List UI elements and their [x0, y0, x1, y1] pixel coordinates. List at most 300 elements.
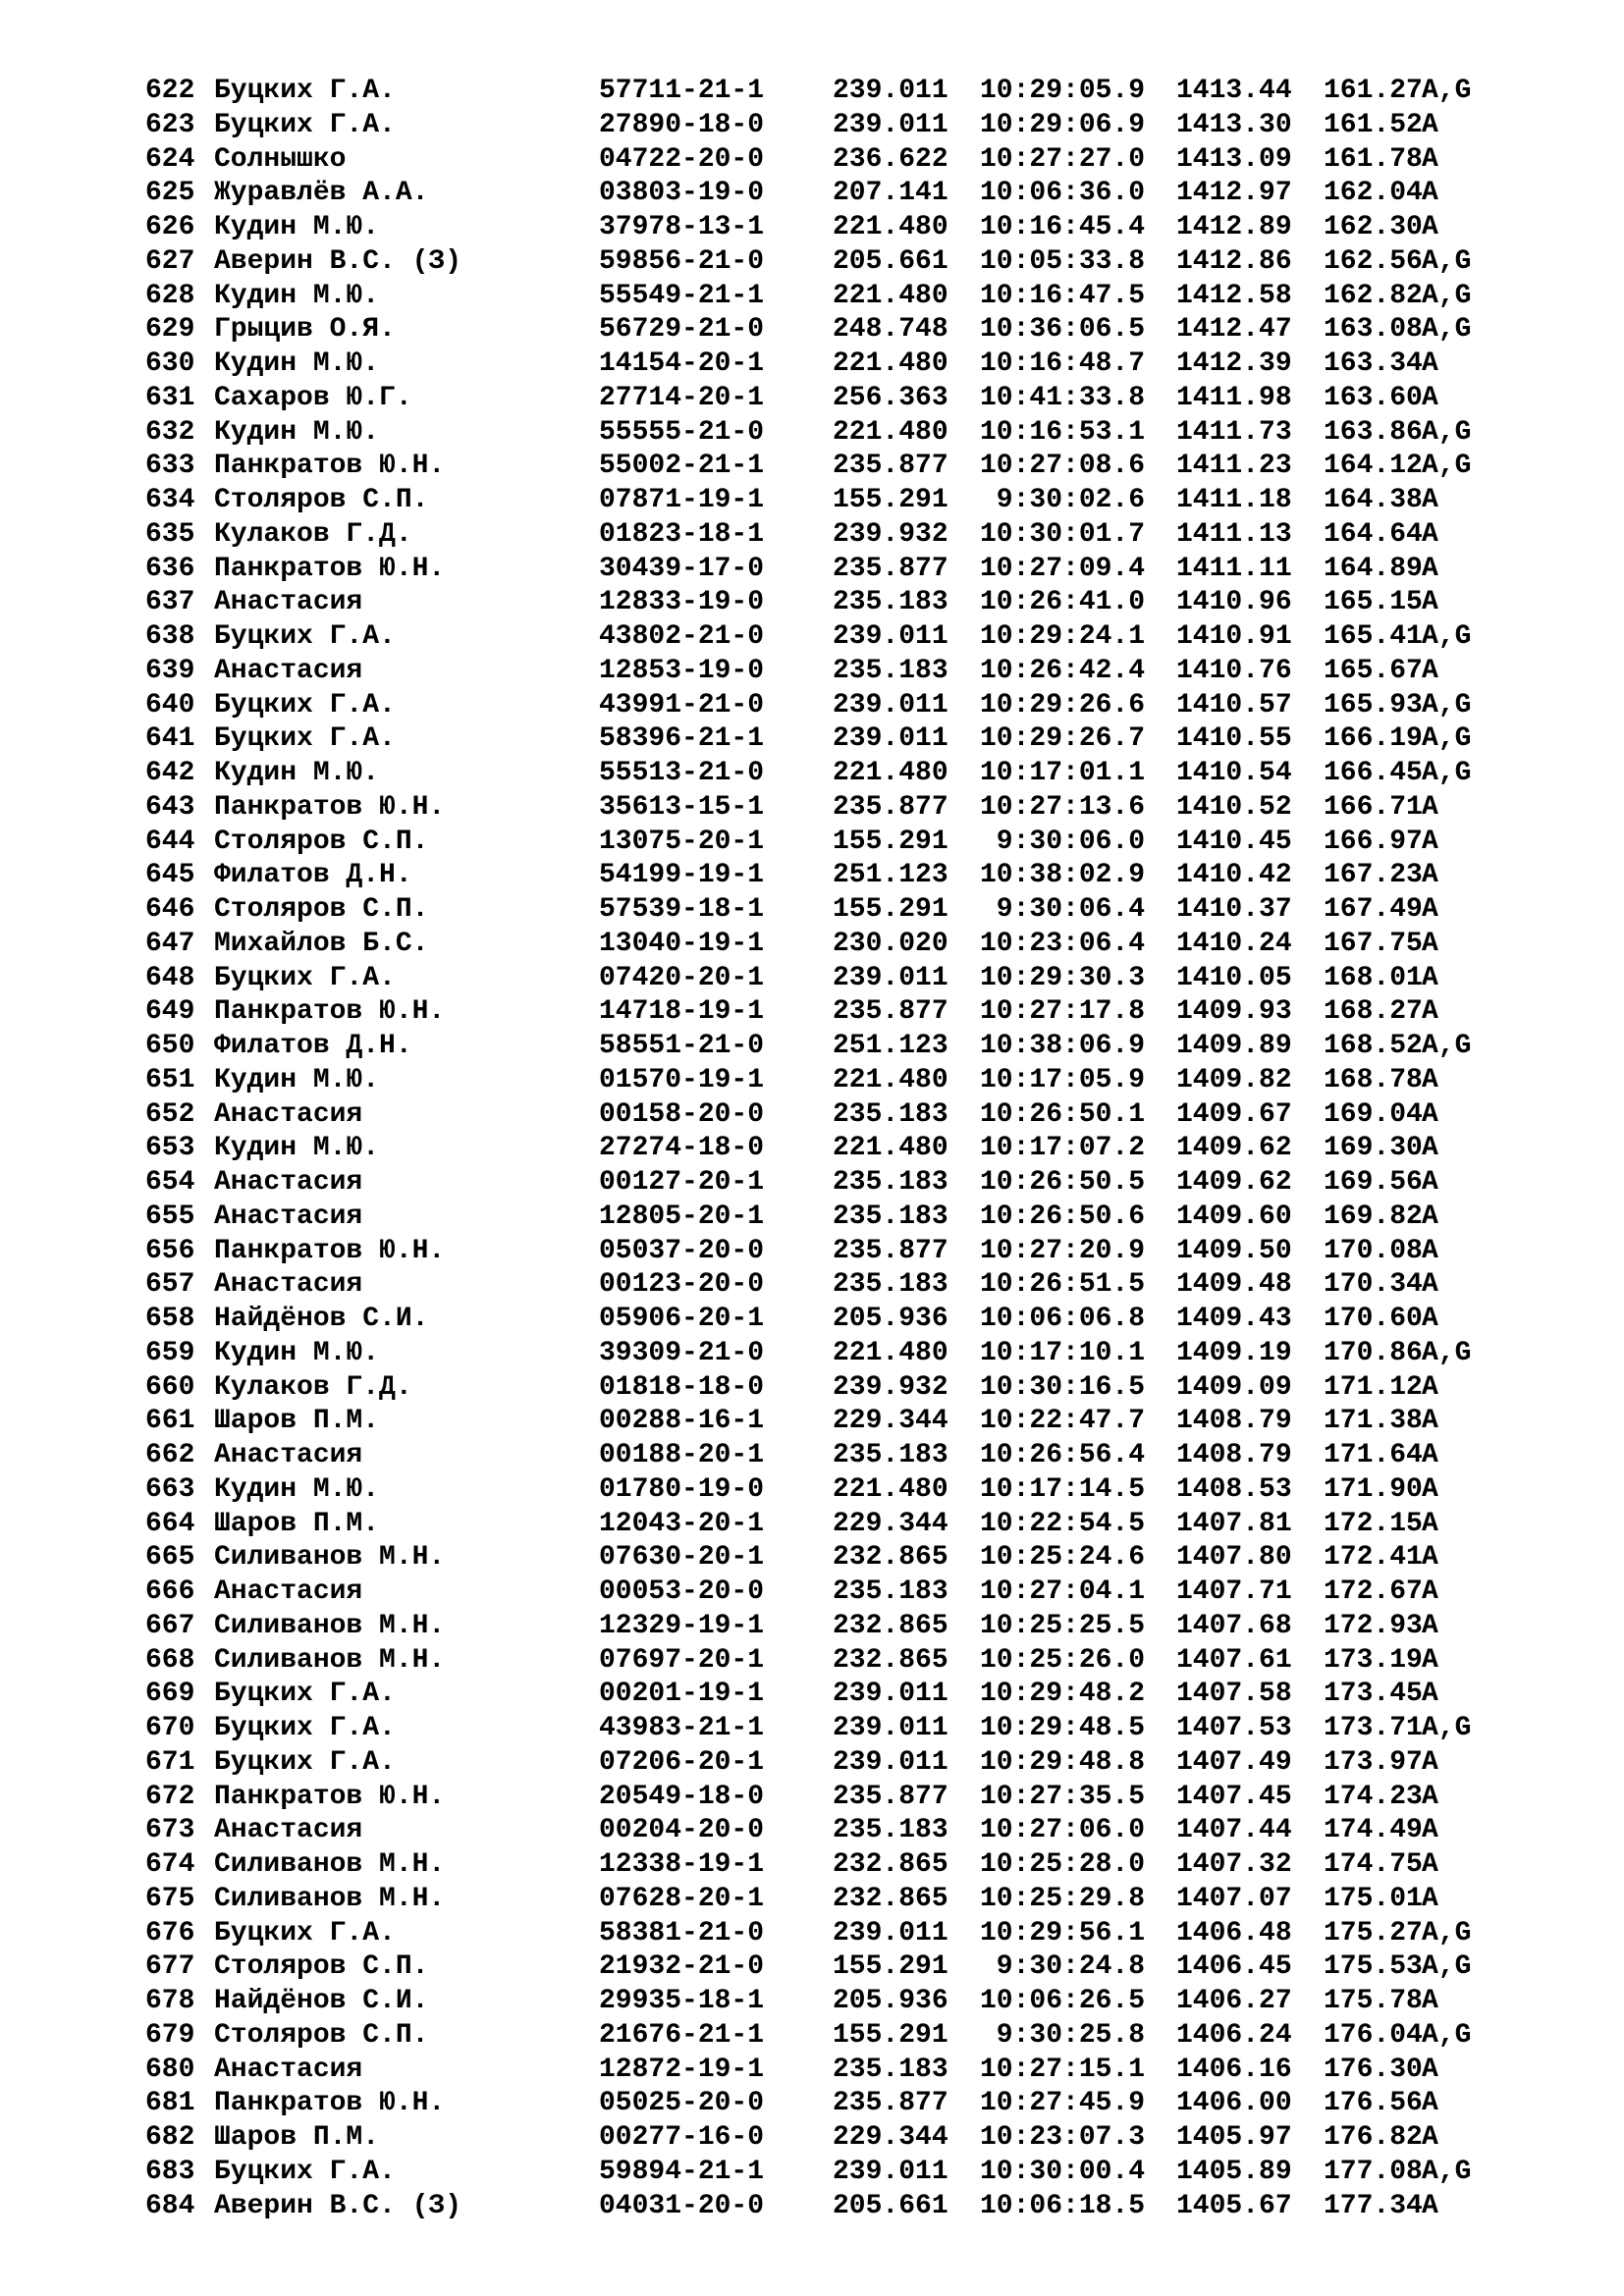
- cell-a: 235.183: [833, 2054, 948, 2085]
- cell-name: Кудин М.Ю.: [214, 1064, 380, 1095]
- cell-e: A: [1422, 1440, 1438, 1470]
- cell-c: 1413.44: [1176, 76, 1292, 106]
- cell-b: 10:27:20.9: [980, 1235, 1146, 1266]
- cell-e: A: [1422, 1986, 1438, 2016]
- table-row: [145, 450, 1559, 484]
- cell-b: 9:30:06.4: [980, 894, 1146, 925]
- cell-e: A: [1422, 1167, 1438, 1198]
- cell-name: Столяров С.П.: [214, 485, 429, 515]
- cell-c: 1413.30: [1176, 109, 1292, 140]
- cell-code: 13075-20-1: [599, 826, 765, 857]
- cell-a: 239.011: [833, 1917, 948, 1949]
- table-row: [145, 2019, 1559, 2054]
- cell-code: 55513-21-0: [599, 758, 765, 788]
- table-row: [145, 553, 1559, 587]
- cell-num: 663: [145, 1473, 195, 1505]
- cell-a: 236.622: [833, 143, 948, 175]
- cell-num: 626: [145, 212, 195, 242]
- cell-code: 07697-20-1: [599, 1644, 765, 1676]
- cell-e: A,G: [1422, 451, 1472, 482]
- cell-code: 00288-16-1: [599, 1406, 765, 1437]
- table-row: [145, 177, 1559, 211]
- cell-name: Буцких Г.А.: [214, 1917, 396, 1949]
- table-row: [145, 484, 1559, 518]
- cell-name: Шаров П.М.: [214, 2122, 380, 2153]
- cell-num: 627: [145, 245, 195, 277]
- cell-d: 164.12: [1324, 451, 1423, 482]
- cell-a: 230.020: [833, 928, 948, 959]
- cell-num: 672: [145, 1781, 195, 1812]
- cell-e: A: [1422, 1576, 1438, 1607]
- cell-a: 232.865: [833, 1610, 948, 1641]
- cell-name: Кулаков Г.Д.: [214, 518, 412, 550]
- cell-d: 173.19: [1324, 1644, 1423, 1676]
- cell-code: 00204-20-0: [599, 1815, 765, 1846]
- cell-code: 58381-21-0: [599, 1917, 765, 1949]
- cell-e: A: [1422, 1098, 1438, 1130]
- table-row: [145, 859, 1559, 893]
- cell-d: 173.71: [1324, 1713, 1423, 1743]
- cell-e: A,G: [1422, 1917, 1472, 1949]
- cell-a: 221.480: [833, 1133, 948, 1164]
- cell-c: 1412.97: [1176, 178, 1292, 209]
- cell-name: Столяров С.П.: [214, 894, 429, 925]
- cell-b: 10:27:04.1: [980, 1576, 1146, 1607]
- cell-a: 235.183: [833, 1815, 948, 1846]
- cell-c: 1407.61: [1176, 1644, 1292, 1676]
- cell-b: 10:27:06.0: [980, 1815, 1146, 1846]
- cell-a: 229.344: [833, 1508, 948, 1539]
- cell-d: 170.60: [1324, 1304, 1423, 1334]
- cell-num: 660: [145, 1371, 195, 1403]
- cell-c: 1407.07: [1176, 1883, 1292, 1914]
- cell-name: Анастасия: [214, 1815, 363, 1846]
- cell-name: Журавлёв А.А.: [214, 178, 429, 209]
- cell-c: 1410.76: [1176, 655, 1292, 686]
- cell-code: 43991-21-0: [599, 689, 765, 721]
- cell-name: Столяров С.П.: [214, 826, 429, 857]
- cell-name: Буцких Г.А.: [214, 1746, 396, 1778]
- cell-name: Буцких Г.А.: [214, 109, 396, 140]
- cell-num: 683: [145, 2156, 195, 2187]
- cell-num: 678: [145, 1986, 195, 2016]
- cell-a: 239.932: [833, 518, 948, 550]
- cell-code: 21932-21-0: [599, 1951, 765, 1983]
- cell-e: A,G: [1422, 621, 1472, 652]
- cell-code: 55555-21-0: [599, 416, 765, 448]
- cell-e: A,G: [1422, 2156, 1472, 2187]
- cell-d: 161.52: [1324, 109, 1423, 140]
- table-row: [145, 995, 1559, 1030]
- table-row: [145, 211, 1559, 245]
- cell-a: 235.183: [833, 1440, 948, 1470]
- cell-name: Анастасия: [214, 1201, 363, 1232]
- cell-d: 165.67: [1324, 655, 1423, 686]
- cell-b: 10:26:41.0: [980, 587, 1146, 618]
- table-row: [145, 757, 1559, 791]
- cell-code: 37978-13-1: [599, 212, 765, 242]
- cell-num: 643: [145, 791, 195, 823]
- cell-c: 1406.16: [1176, 2054, 1292, 2085]
- cell-name: Анастасия: [214, 2054, 363, 2085]
- cell-c: 1409.43: [1176, 1304, 1292, 1334]
- cell-c: 1412.58: [1176, 280, 1292, 311]
- table-row: [145, 1781, 1559, 1815]
- cell-name: Панкратов Ю.Н.: [214, 996, 446, 1028]
- cell-d: 168.27: [1324, 996, 1423, 1028]
- cell-a: 221.480: [833, 758, 948, 788]
- cell-c: 1405.67: [1176, 2190, 1292, 2221]
- cell-num: 675: [145, 1883, 195, 1914]
- cell-a: 239.011: [833, 723, 948, 755]
- cell-c: 1409.67: [1176, 1098, 1292, 1130]
- cell-b: 10:06:18.5: [980, 2190, 1146, 2221]
- cell-code: 07630-20-1: [599, 1542, 765, 1574]
- cell-num: 655: [145, 1201, 195, 1232]
- cell-num: 642: [145, 758, 195, 788]
- cell-num: 654: [145, 1167, 195, 1198]
- cell-a: 221.480: [833, 1337, 948, 1368]
- cell-a: 235.183: [833, 1576, 948, 1607]
- cell-a: 239.011: [833, 2156, 948, 2187]
- cell-d: 162.04: [1324, 178, 1423, 209]
- cell-c: 1410.52: [1176, 791, 1292, 823]
- cell-num: 648: [145, 962, 195, 993]
- table-row: [145, 1201, 1559, 1235]
- cell-num: 644: [145, 826, 195, 857]
- cell-code: 05906-20-1: [599, 1304, 765, 1334]
- cell-e: A,G: [1422, 689, 1472, 721]
- table-row: [145, 1848, 1559, 1883]
- cell-a: 239.011: [833, 76, 948, 106]
- cell-a: 155.291: [833, 2019, 948, 2051]
- cell-b: 10:16:45.4: [980, 212, 1146, 242]
- cell-name: Шаров П.М.: [214, 1508, 380, 1539]
- cell-num: 645: [145, 860, 195, 891]
- cell-name: Найдёнов С.И.: [214, 1986, 429, 2016]
- table-row: [145, 347, 1559, 382]
- cell-d: 166.45: [1324, 758, 1423, 788]
- cell-num: 657: [145, 1269, 195, 1301]
- cell-a: 221.480: [833, 1473, 948, 1505]
- cell-name: Кудин М.Ю.: [214, 758, 380, 788]
- cell-code: 20549-18-0: [599, 1781, 765, 1812]
- cell-name: Анастасия: [214, 655, 363, 686]
- table-row: [145, 2121, 1559, 2156]
- cell-num: 636: [145, 553, 195, 584]
- cell-d: 162.56: [1324, 245, 1423, 277]
- cell-c: 1411.11: [1176, 553, 1292, 584]
- cell-e: A: [1422, 178, 1438, 209]
- cell-c: 1408.53: [1176, 1473, 1292, 1505]
- table-row: [145, 2190, 1559, 2224]
- cell-a: 232.865: [833, 1542, 948, 1574]
- cell-c: 1410.42: [1176, 860, 1292, 891]
- cell-a: 251.123: [833, 1031, 948, 1061]
- cell-d: 177.08: [1324, 2156, 1423, 2187]
- cell-code: 12329-19-1: [599, 1610, 765, 1641]
- cell-d: 170.34: [1324, 1269, 1423, 1301]
- cell-d: 164.38: [1324, 485, 1423, 515]
- cell-a: 235.183: [833, 1201, 948, 1232]
- cell-d: 163.08: [1324, 314, 1423, 346]
- cell-d: 163.34: [1324, 348, 1423, 379]
- cell-a: 235.183: [833, 587, 948, 618]
- cell-e: A: [1422, 1133, 1438, 1164]
- cell-a: 239.011: [833, 962, 948, 993]
- cell-a: 221.480: [833, 280, 948, 311]
- cell-c: 1409.48: [1176, 1269, 1292, 1301]
- cell-b: 10:41:33.8: [980, 382, 1146, 413]
- cell-num: 667: [145, 1610, 195, 1641]
- cell-d: 172.67: [1324, 1576, 1423, 1607]
- cell-num: 664: [145, 1508, 195, 1539]
- cell-e: A,G: [1422, 723, 1472, 755]
- cell-b: 10:29:26.7: [980, 723, 1146, 755]
- cell-c: 1405.89: [1176, 2156, 1292, 2187]
- cell-e: A: [1422, 996, 1438, 1028]
- cell-name: Кудин М.Ю.: [214, 212, 380, 242]
- cell-code: 56729-21-0: [599, 314, 765, 346]
- cell-name: Найдёнов С.И.: [214, 1304, 429, 1334]
- cell-d: 171.38: [1324, 1406, 1423, 1437]
- cell-name: Анастасия: [214, 587, 363, 618]
- cell-a: 232.865: [833, 1883, 948, 1914]
- cell-e: A: [1422, 1781, 1438, 1812]
- cell-name: Силиванов М.Н.: [214, 1849, 446, 1880]
- cell-name: Кудин М.Ю.: [214, 280, 380, 311]
- cell-d: 170.86: [1324, 1337, 1423, 1368]
- cell-code: 29935-18-1: [599, 1986, 765, 2016]
- cell-code: 01780-19-0: [599, 1473, 765, 1505]
- cell-b: 10:23:06.4: [980, 928, 1146, 959]
- cell-code: 01823-18-1: [599, 518, 765, 550]
- cell-c: 1413.09: [1176, 143, 1292, 175]
- cell-b: 9:30:24.8: [980, 1951, 1146, 1983]
- cell-c: 1407.32: [1176, 1849, 1292, 1880]
- cell-code: 39309-21-0: [599, 1337, 765, 1368]
- cell-c: 1410.55: [1176, 723, 1292, 755]
- cell-num: 665: [145, 1542, 195, 1574]
- cell-code: 00158-20-0: [599, 1098, 765, 1130]
- cell-name: Кулаков Г.Д.: [214, 1371, 412, 1403]
- table-row: [145, 518, 1559, 553]
- cell-c: 1407.81: [1176, 1508, 1292, 1539]
- cell-d: 167.49: [1324, 894, 1423, 925]
- cell-d: 169.56: [1324, 1167, 1423, 1198]
- cell-c: 1412.39: [1176, 348, 1292, 379]
- cell-d: 165.93: [1324, 689, 1423, 721]
- cell-c: 1411.23: [1176, 451, 1292, 482]
- cell-b: 10:25:26.0: [980, 1644, 1146, 1676]
- cell-name: Столяров С.П.: [214, 1951, 429, 1983]
- table-row: [145, 1235, 1559, 1269]
- cell-e: A: [1422, 1883, 1438, 1914]
- cell-a: 207.141: [833, 178, 948, 209]
- cell-a: 235.877: [833, 996, 948, 1028]
- cell-name: Силиванов М.Н.: [214, 1883, 446, 1914]
- cell-b: 10:29:26.6: [980, 689, 1146, 721]
- cell-a: 235.183: [833, 655, 948, 686]
- cell-num: 631: [145, 382, 195, 413]
- table-row: [145, 280, 1559, 314]
- cell-a: 155.291: [833, 894, 948, 925]
- table-row: [145, 1541, 1559, 1575]
- cell-name: Буцких Г.А.: [214, 689, 396, 721]
- cell-d: 169.30: [1324, 1133, 1423, 1164]
- cell-d: 163.86: [1324, 416, 1423, 448]
- cell-name: Панкратов Ю.Н.: [214, 791, 446, 823]
- cell-a: 221.480: [833, 348, 948, 379]
- cell-e: A: [1422, 1746, 1438, 1778]
- table-row: [145, 1712, 1559, 1746]
- cell-code: 58551-21-0: [599, 1031, 765, 1061]
- cell-a: 239.011: [833, 1713, 948, 1743]
- cell-num: 624: [145, 143, 195, 175]
- cell-code: 05025-20-0: [599, 2088, 765, 2119]
- cell-e: A: [1422, 2122, 1438, 2153]
- table-row: [145, 620, 1559, 655]
- cell-b: 10:27:13.6: [980, 791, 1146, 823]
- cell-code: 03803-19-0: [599, 178, 765, 209]
- cell-b: 10:27:45.9: [980, 2088, 1146, 2119]
- cell-e: A,G: [1422, 245, 1472, 277]
- cell-b: 10:17:07.2: [980, 1133, 1146, 1164]
- cell-e: A: [1422, 485, 1438, 515]
- cell-d: 174.75: [1324, 1849, 1423, 1880]
- cell-num: 652: [145, 1098, 195, 1130]
- cell-d: 175.78: [1324, 1986, 1423, 2016]
- cell-b: 10:26:42.4: [980, 655, 1146, 686]
- cell-num: 680: [145, 2054, 195, 2085]
- cell-d: 175.53: [1324, 1951, 1423, 1983]
- cell-num: 622: [145, 76, 195, 106]
- table-row: [145, 1473, 1559, 1508]
- cell-num: 659: [145, 1337, 195, 1368]
- cell-e: A: [1422, 1815, 1438, 1846]
- cell-b: 10:17:14.5: [980, 1473, 1146, 1505]
- cell-c: 1407.44: [1176, 1815, 1292, 1846]
- cell-b: 10:30:16.5: [980, 1371, 1146, 1403]
- cell-num: 650: [145, 1031, 195, 1061]
- cell-d: 171.64: [1324, 1440, 1423, 1470]
- cell-c: 1411.13: [1176, 518, 1292, 550]
- cell-d: 176.30: [1324, 2054, 1423, 2085]
- cell-code: 12833-19-0: [599, 587, 765, 618]
- cell-b: 10:25:28.0: [980, 1849, 1146, 1880]
- table-row: [145, 1268, 1559, 1303]
- cell-e: A,G: [1422, 1337, 1472, 1368]
- cell-d: 172.93: [1324, 1610, 1423, 1641]
- table-row: [145, 1883, 1559, 1917]
- cell-d: 173.45: [1324, 1679, 1423, 1710]
- cell-b: 10:30:00.4: [980, 2156, 1146, 2187]
- cell-a: 235.877: [833, 1781, 948, 1812]
- cell-d: 168.01: [1324, 962, 1423, 993]
- cell-name: Аверин В.С. (З): [214, 245, 462, 277]
- cell-a: 205.661: [833, 245, 948, 277]
- cell-code: 12338-19-1: [599, 1849, 765, 1880]
- cell-code: 43802-21-0: [599, 621, 765, 652]
- cell-c: 1410.24: [1176, 928, 1292, 959]
- cell-c: 1406.24: [1176, 2019, 1292, 2051]
- cell-c: 1412.47: [1176, 314, 1292, 346]
- cell-b: 10:16:47.5: [980, 280, 1146, 311]
- table-row: [145, 75, 1559, 109]
- cell-c: 1407.58: [1176, 1679, 1292, 1710]
- cell-b: 10:26:51.5: [980, 1269, 1146, 1301]
- cell-e: A,G: [1422, 280, 1472, 311]
- table-row: [145, 382, 1559, 416]
- cell-d: 169.04: [1324, 1098, 1423, 1130]
- cell-d: 173.97: [1324, 1746, 1423, 1778]
- cell-name: Аверин В.С. (З): [214, 2190, 462, 2221]
- cell-num: 669: [145, 1679, 195, 1710]
- cell-name: Панкратов Ю.Н.: [214, 451, 446, 482]
- cell-e: A: [1422, 1304, 1438, 1334]
- cell-code: 55549-21-1: [599, 280, 765, 311]
- cell-a: 232.865: [833, 1644, 948, 1676]
- cell-c: 1409.89: [1176, 1031, 1292, 1061]
- cell-b: 10:05:33.8: [980, 245, 1146, 277]
- cell-code: 59894-21-1: [599, 2156, 765, 2187]
- cell-name: Солнышко: [214, 143, 347, 175]
- cell-b: 10:25:29.8: [980, 1883, 1146, 1914]
- cell-b: 9:30:06.0: [980, 826, 1146, 857]
- cell-c: 1406.45: [1176, 1951, 1292, 1983]
- cell-d: 169.82: [1324, 1201, 1423, 1232]
- cell-code: 43983-21-1: [599, 1713, 765, 1743]
- cell-code: 30439-17-0: [599, 553, 765, 584]
- cell-name: Панкратов Ю.Н.: [214, 2088, 446, 2119]
- cell-name: Буцких Г.А.: [214, 621, 396, 652]
- cell-code: 00123-20-0: [599, 1269, 765, 1301]
- cell-a: 256.363: [833, 382, 948, 413]
- cell-a: 235.877: [833, 2088, 948, 2119]
- cell-b: 10:26:56.4: [980, 1440, 1146, 1470]
- cell-c: 1409.09: [1176, 1371, 1292, 1403]
- cell-e: A: [1422, 382, 1438, 413]
- cell-b: 10:17:10.1: [980, 1337, 1146, 1368]
- cell-num: 662: [145, 1440, 195, 1470]
- table-row: [145, 1814, 1559, 1848]
- cell-name: Панкратов Ю.Н.: [214, 553, 446, 584]
- cell-name: Буцких Г.А.: [214, 1713, 396, 1743]
- table-row: [145, 2087, 1559, 2121]
- cell-c: 1410.96: [1176, 587, 1292, 618]
- cell-a: 155.291: [833, 1951, 948, 1983]
- cell-code: 07871-19-1: [599, 485, 765, 515]
- cell-d: 168.52: [1324, 1031, 1423, 1061]
- cell-a: 232.865: [833, 1849, 948, 1880]
- cell-a: 235.877: [833, 791, 948, 823]
- cell-num: 670: [145, 1713, 195, 1743]
- cell-name: Кудин М.Ю.: [214, 1337, 380, 1368]
- cell-b: 10:29:48.5: [980, 1713, 1146, 1743]
- cell-b: 10:27:15.1: [980, 2054, 1146, 2085]
- cell-num: 658: [145, 1304, 195, 1334]
- cell-b: 10:16:48.7: [980, 348, 1146, 379]
- cell-e: A: [1422, 1406, 1438, 1437]
- cell-e: A: [1422, 826, 1438, 857]
- table-row: [145, 1303, 1559, 1337]
- cell-b: 10:22:54.5: [980, 1508, 1146, 1539]
- cell-b: 10:23:07.3: [980, 2122, 1146, 2153]
- cell-b: 9:30:25.8: [980, 2019, 1146, 2051]
- cell-e: A: [1422, 894, 1438, 925]
- table-row: [145, 1098, 1559, 1133]
- cell-a: 239.011: [833, 109, 948, 140]
